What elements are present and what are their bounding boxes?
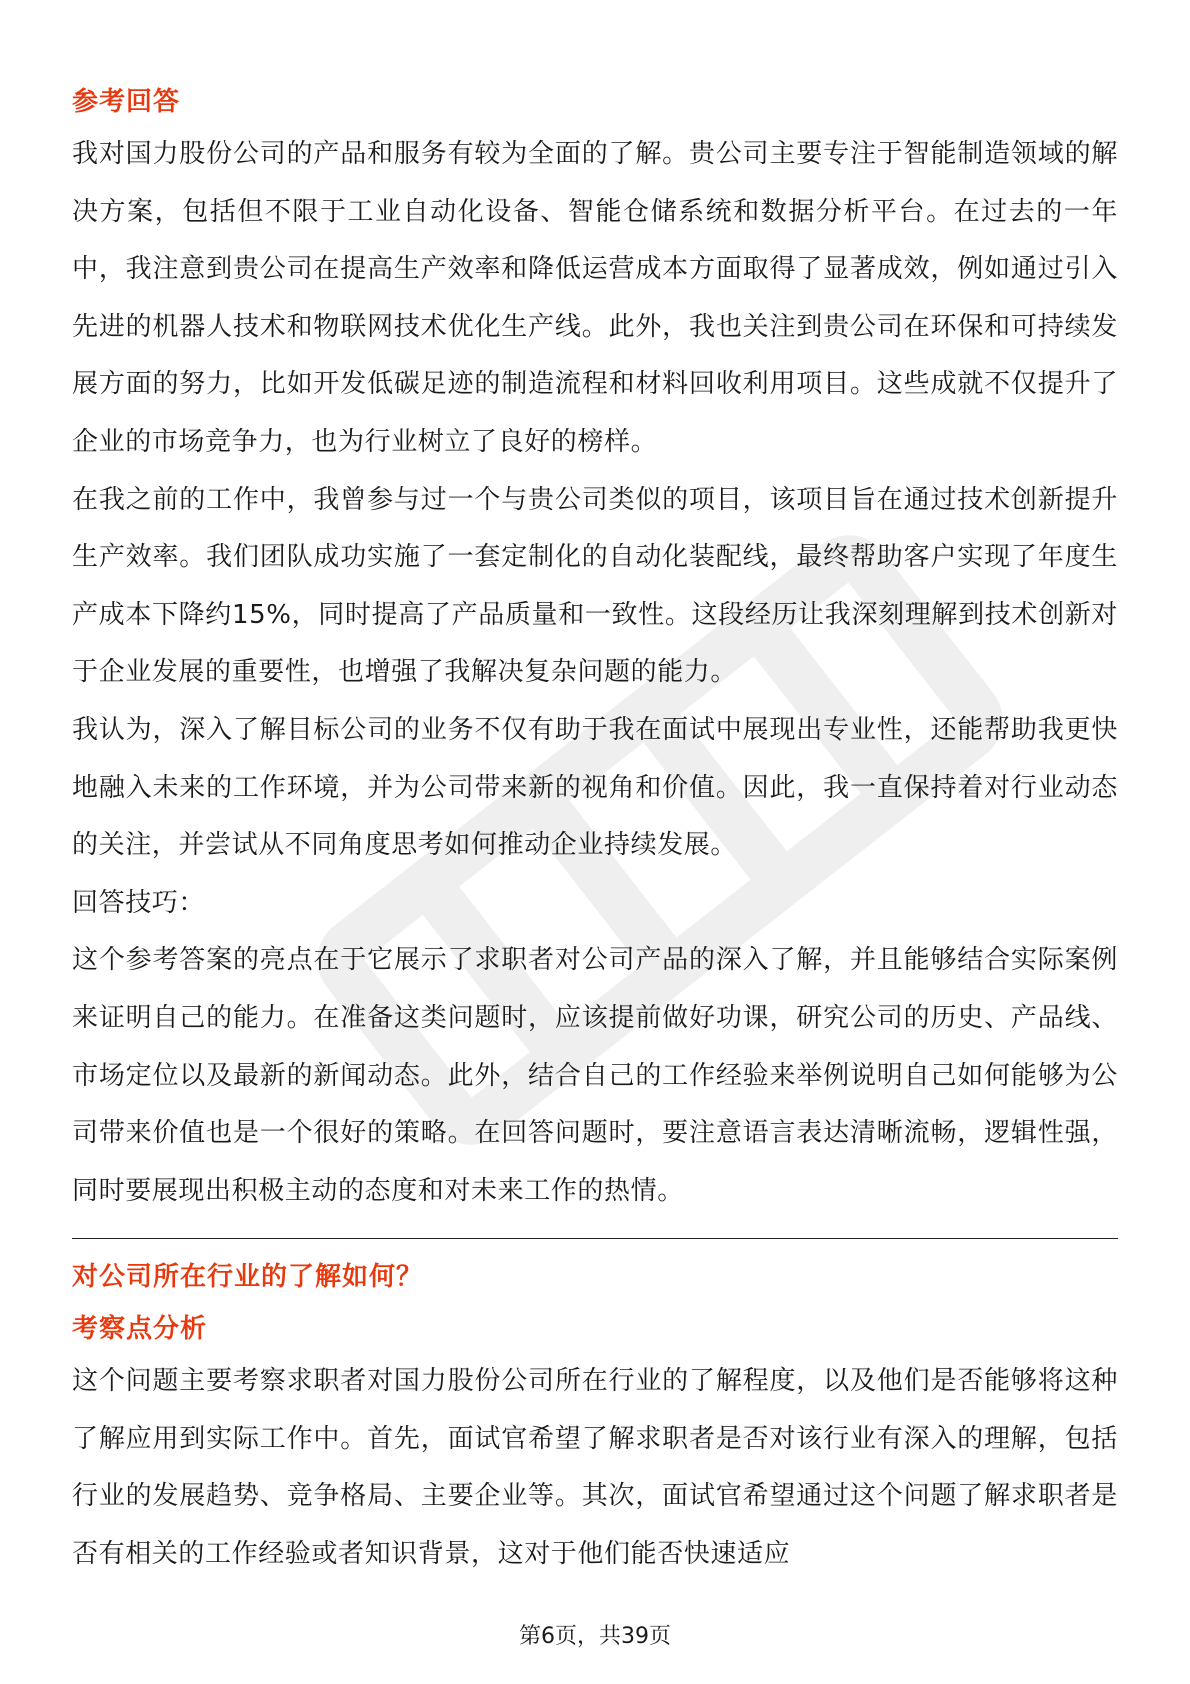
answer-paragraph-1: 我对国力股份公司的产品和服务有较为全面的了解。贵公司主要专注于智能制造领域的解决方案，包括但不限于工业自动化设备、智能仓储系统和数据分析平台。在过去的一年中，我注意到贵公司在提高生产效率和降低运营成本方面取得了显著成效，例如通过引入先进的机器人技术和物联网技术优化生产线。此外，我也关注到贵公司在环保和可持续发展方面的努力，比如开发低碳足迹的制造流程和材料回收利用项目。这些成就不仅提升了企业的市场竞争力，也为行业树立了良好的榜样。 [72,139,1118,457]
analysis-heading: 考察点分析 [72,1314,208,1345]
section-divider [72,1238,1118,1239]
page-number: 第6页，共39页 [519,1624,671,1649]
analysis-paragraph: 这个问题主要考察求职者对国力股份公司所在行业的了解程度，以及他们是否能够将这种了解应用到实际工作中。首先，面试官希望了解求职者是否对该行业有深入的理解，包括行业的发展趋势、竞争格局、主要企业等。其次，面试官希望通过这个问题了解求职者是否有相关的工作经验或者知识背景，这对于他们能否快速适应 [72,1366,1118,1570]
question-heading: 对公司所在行业的了解如何？ [72,1262,424,1293]
document-body [72,78,1118,1584]
reference-answer-heading: 参考回答 [72,87,181,117]
answer-tips-label: 回答技巧： [72,887,206,918]
answer-tips-paragraph: 这个参考答案的亮点在于它展示了求职者对公司产品的深入了解，并且能够结合实际案例来证明自己的能力。在准备这类问题时，应该提前做好功课，研究公司的历史、产品线、市场定位以及最新的新闻动态。此外，结合自己的工作经验来举例说明自己如何能够为公司带来价值也是一个很好的策略。在回答问题时，要注意语言表达清晰流畅，逻辑性强，同时要展现出积极主动的态度和对未来工作的热情。 [72,945,1118,1206]
answer-paragraph-3: 我认为，深入了解目标公司的业务不仅有助于我在面试中展现出专业性，还能帮助我更快地融入未来的工作环境，并为公司带来新的视角和价值。因此，我一直保持着对行业动态的关注，并尝试从不同角度思考如何推动企业持续发展。 [72,714,1118,861]
answer-paragraph-2: 在我之前的工作中，我曾参与过一个与贵公司类似的项目，该项目旨在通过技术创新提升生产效率。我们团队成功实施了一套定制化的自动化装配线，最终帮助客户实现了年度生产成本下降约15%，同时提高了产品质量和一致性。这段经历让我深刻理解到技术创新对于企业发展的重要性，也增强了我解决复杂问题的能力。 [72,484,1118,688]
